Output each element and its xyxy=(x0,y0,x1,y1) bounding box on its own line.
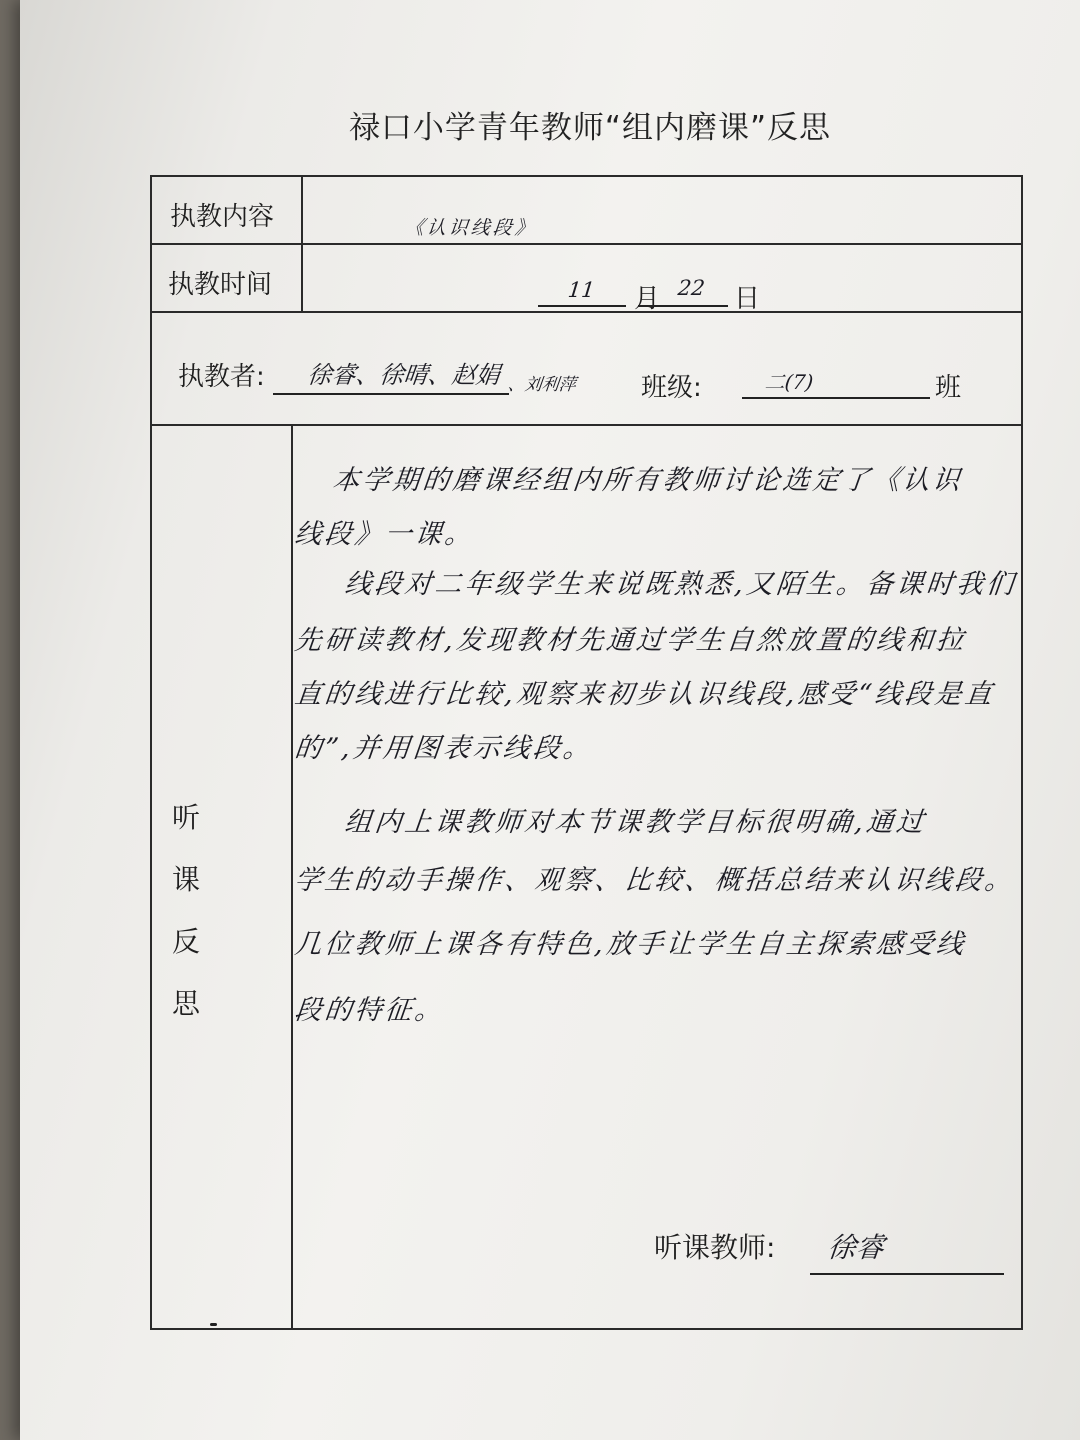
table-border-right xyxy=(1021,175,1023,1330)
table-border-top xyxy=(150,175,1023,177)
reflection-label-char-2: 课 xyxy=(171,863,200,896)
observer-label: 听课教师: xyxy=(654,1231,776,1264)
teachers-label: 执教者: xyxy=(178,362,265,392)
month-unit: 月 xyxy=(634,284,661,314)
month-blank xyxy=(538,304,626,307)
day-unit: 日 xyxy=(734,284,761,314)
reflection-label-char-3: 反 xyxy=(171,925,200,958)
pen-mark xyxy=(210,1323,217,1326)
reflection-label xyxy=(166,796,206,1044)
day-value: 22 xyxy=(676,276,706,300)
class-unit: 班 xyxy=(935,373,962,403)
reflection-line-5: 直的线进行比较,观察来初步认识线段,感受“线段是直 xyxy=(293,679,997,710)
teachers-value: 徐睿、徐晴、赵娟 xyxy=(306,361,502,389)
row-divider-2 xyxy=(150,311,1023,313)
reflection-line-10: 段的特征。 xyxy=(293,995,447,1026)
reflection-line-2: 线段》一课。 xyxy=(293,519,477,550)
form-title: 禄口小学青年教师“组内磨课”反思 xyxy=(348,110,832,146)
reflection-line-3: 线段对二年级学生来说既熟悉,又陌生。备课时我们 xyxy=(343,569,1018,600)
reflection-line-7: 组内上课教师对本节课教学目标很明确,通过 xyxy=(343,807,928,838)
reflection-line-9: 几位教师上课各有特色,放手让学生自主探索感受线 xyxy=(293,929,968,960)
content-value: 《认识线段》 xyxy=(403,217,539,239)
paper-sheet xyxy=(20,0,1080,1440)
content-label: 执教内容 xyxy=(170,202,275,232)
row-divider-3 xyxy=(150,424,1023,426)
class-blank xyxy=(742,396,930,399)
teachers-extra: 、刘利萍 xyxy=(506,375,577,395)
reflection-line-8: 学生的动手操作、观察、比较、概括总结来认识线段。 xyxy=(293,865,1017,896)
day-blank xyxy=(638,304,728,307)
row-divider-1 xyxy=(150,243,1023,245)
reflection-line-4: 先研读教材,发现教材先通过学生自然放置的线和拉 xyxy=(293,625,968,656)
observer-blank xyxy=(810,1272,1004,1275)
class-value: 二(7) xyxy=(763,370,815,394)
reflection-line-1: 本学期的磨课经组内所有教师讨论选定了《认识 xyxy=(331,465,965,496)
teachers-blank xyxy=(273,392,509,395)
reflection-line-6: 的”,并用图表示线段。 xyxy=(293,733,595,764)
col-divider-top xyxy=(301,175,303,313)
reflection-label-char-4: 思 xyxy=(171,987,200,1020)
date-label: 执教时间 xyxy=(168,270,273,300)
class-label: 班级: xyxy=(641,373,702,403)
observer-value: 徐睿 xyxy=(826,1231,886,1264)
table-border-bottom xyxy=(150,1328,1023,1330)
col-divider-reflection xyxy=(291,424,293,1329)
reflection-label-char-1: 听 xyxy=(171,801,200,834)
month-value: 11 xyxy=(566,278,596,302)
table-border-left xyxy=(150,175,152,1330)
